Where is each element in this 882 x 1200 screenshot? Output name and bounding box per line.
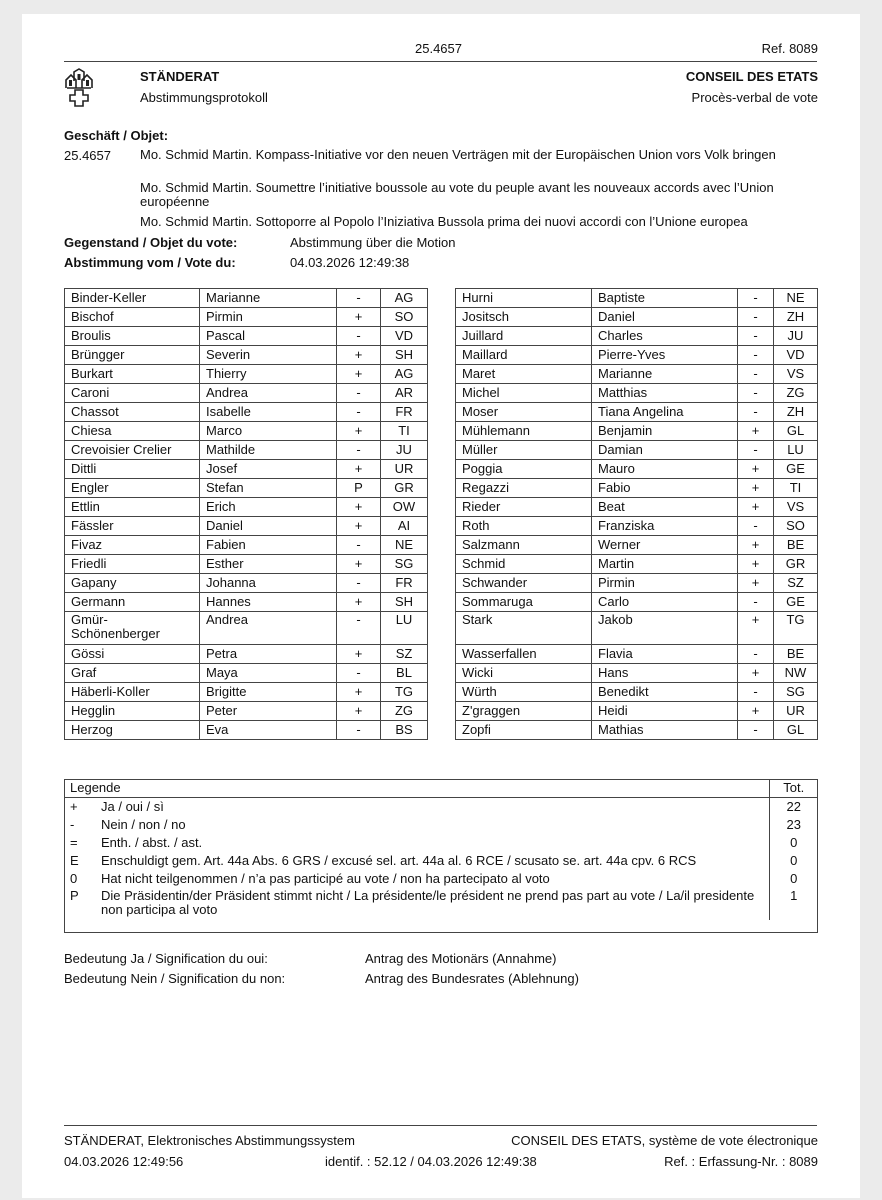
vote-row: [456, 422, 818, 441]
vote-row: [65, 664, 428, 683]
vote-row: [65, 365, 428, 384]
member-last-name: Gapany: [65, 574, 200, 593]
footer-right-title: CONSEIL DES ETATS, système de vote électronique: [511, 1133, 818, 1148]
member-first-name: Werner: [592, 536, 738, 555]
member-canton: GE: [774, 593, 818, 612]
legend-text: Hat nicht teilgenommen / n’a pas participé au vote / non ha partecipato al voto: [101, 871, 550, 886]
member-last-name: Stark: [456, 612, 592, 645]
member-canton: SZ: [381, 645, 428, 664]
subject-title-fr: Mo. Schmid Martin. Soumettre l’initiative boussole au vote du peuple avant les nouveaux accords avec l’Union européenne: [140, 180, 774, 209]
member-last-name: Binder-Keller: [65, 289, 200, 308]
member-last-name: Broulis: [65, 327, 200, 346]
member-first-name: Tiana Angelina: [592, 403, 738, 422]
votes-table-right: [455, 288, 818, 740]
member-last-name: Poggia: [456, 460, 592, 479]
member-last-name: Chiesa: [65, 422, 200, 441]
vote-row: [456, 702, 818, 721]
member-last-name: Regazzi: [456, 479, 592, 498]
member-canton: GL: [774, 721, 818, 740]
member-last-name: Gmür-Schönenberger: [65, 612, 200, 645]
vote-row: [65, 702, 428, 721]
meaning-yes-value: Antrag des Motionärs (Annahme): [365, 951, 557, 966]
member-last-name: Maret: [456, 365, 592, 384]
member-last-name: Jositsch: [456, 308, 592, 327]
member-vote: +: [738, 498, 774, 517]
member-vote: -: [738, 645, 774, 664]
member-last-name: Brüngger: [65, 346, 200, 365]
member-first-name: Pirmin: [200, 308, 337, 327]
member-vote: -: [738, 365, 774, 384]
member-vote: +: [738, 702, 774, 721]
member-first-name: Mauro: [592, 460, 738, 479]
member-first-name: Flavia: [592, 645, 738, 664]
member-canton: BE: [774, 536, 818, 555]
vote-row: [65, 721, 428, 740]
member-vote: -: [337, 441, 381, 460]
member-last-name: Mühlemann: [456, 422, 592, 441]
member-last-name: Ettlin: [65, 498, 200, 517]
member-canton: TI: [774, 479, 818, 498]
meaning-yes-label: Bedeutung Ja / Signification du oui:: [64, 951, 268, 966]
legend-text: Ja / oui / sì: [101, 799, 164, 814]
legend-row: [64, 888, 818, 920]
member-canton: LU: [381, 612, 428, 645]
member-vote: -: [738, 346, 774, 365]
member-last-name: Z'graggen: [456, 702, 592, 721]
vote-row: [456, 612, 818, 645]
vote-row: [456, 479, 818, 498]
member-canton: ZH: [774, 403, 818, 422]
member-last-name: Chassot: [65, 403, 200, 422]
footer-ref: Ref. : Erfassung-Nr. : 8089: [664, 1154, 818, 1169]
member-vote: -: [738, 517, 774, 536]
vote-row: [456, 517, 818, 536]
legend-total: 22: [769, 798, 818, 817]
vote-row: [65, 555, 428, 574]
member-canton: OW: [381, 498, 428, 517]
subject-title-it: Mo. Schmid Martin. Sottoporre al Popolo l’Iniziativa Bussola prima dei nuovi accordi con l’Unione europea: [140, 214, 748, 229]
member-first-name: Marianne: [200, 289, 337, 308]
member-first-name: Daniel: [592, 308, 738, 327]
vote-row: [456, 403, 818, 422]
member-first-name: Mathilde: [200, 441, 337, 460]
member-last-name: Hegglin: [65, 702, 200, 721]
member-first-name: Esther: [200, 555, 337, 574]
member-vote: +: [337, 683, 381, 702]
org-name-de: STÄNDERAT: [140, 69, 220, 84]
member-first-name: Andrea: [200, 384, 337, 403]
member-vote: -: [738, 721, 774, 740]
member-first-name: Marco: [200, 422, 337, 441]
member-vote: -: [337, 536, 381, 555]
meaning-no-value: Antrag des Bundesrates (Ablehnung): [365, 971, 579, 986]
member-vote: -: [337, 403, 381, 422]
member-canton: JU: [774, 327, 818, 346]
vote-row: [65, 645, 428, 664]
member-first-name: Hannes: [200, 593, 337, 612]
member-canton: GL: [774, 422, 818, 441]
member-vote: +: [337, 645, 381, 664]
header-rule: [64, 61, 817, 62]
header-ref: Ref. 8089: [761, 41, 818, 56]
member-canton: VD: [381, 327, 428, 346]
footer-timestamp: 04.03.2026 12:49:56: [64, 1154, 184, 1169]
member-canton: TG: [381, 683, 428, 702]
member-canton: SG: [381, 555, 428, 574]
member-last-name: Hurni: [456, 289, 592, 308]
vote-row: [65, 403, 428, 422]
legend-table: [64, 779, 818, 920]
legend-symbol: E: [70, 853, 79, 868]
member-canton: ZG: [774, 384, 818, 403]
member-vote: +: [738, 574, 774, 593]
member-last-name: Caroni: [65, 384, 200, 403]
vote-row: [456, 308, 818, 327]
vote-row: [65, 384, 428, 403]
member-first-name: Heidi: [592, 702, 738, 721]
header-number: 25.4657: [415, 41, 462, 56]
member-last-name: Juillard: [456, 327, 592, 346]
member-canton: FR: [381, 403, 428, 422]
member-vote: +: [337, 517, 381, 536]
vote-date-label: Abstimmung vom / Vote du:: [64, 255, 236, 270]
vote-row: [65, 327, 428, 346]
member-vote: +: [738, 422, 774, 441]
member-vote: +: [337, 460, 381, 479]
vote-row: [456, 555, 818, 574]
member-first-name: Martin: [592, 555, 738, 574]
legend-row: [64, 852, 818, 870]
vote-row: [456, 593, 818, 612]
member-canton: JU: [381, 441, 428, 460]
member-canton: VS: [774, 365, 818, 384]
vote-row: [456, 721, 818, 740]
member-first-name: Franziska: [592, 517, 738, 536]
vote-row: [65, 308, 428, 327]
member-vote: +: [337, 365, 381, 384]
member-canton: GR: [381, 479, 428, 498]
member-first-name: Fabio: [592, 479, 738, 498]
member-vote: -: [337, 327, 381, 346]
vote-row: [456, 460, 818, 479]
vote-row: [456, 289, 818, 308]
member-canton: ZH: [774, 308, 818, 327]
member-last-name: Herzog: [65, 721, 200, 740]
member-vote: -: [738, 384, 774, 403]
member-canton: UR: [774, 702, 818, 721]
vote-row: [65, 441, 428, 460]
member-first-name: Marianne: [592, 365, 738, 384]
member-first-name: Johanna: [200, 574, 337, 593]
member-first-name: Daniel: [200, 517, 337, 536]
member-last-name: Fivaz: [65, 536, 200, 555]
member-canton: AR: [381, 384, 428, 403]
member-last-name: Sommaruga: [456, 593, 592, 612]
legend-symbol: 0: [70, 871, 78, 886]
legend-text: Nein / non / no: [101, 817, 186, 832]
member-vote: -: [738, 683, 774, 702]
legend-header-row: [64, 779, 818, 798]
member-vote: -: [337, 664, 381, 683]
vote-row: [456, 683, 818, 702]
vote-row: [65, 593, 428, 612]
vote-row: [456, 574, 818, 593]
legend-symbol: =: [70, 835, 78, 850]
legend-symbol: -: [70, 817, 75, 832]
vote-row: [456, 327, 818, 346]
member-first-name: Pirmin: [592, 574, 738, 593]
legend-total: 23: [769, 816, 818, 834]
vote-object-label: Gegenstand / Objet du vote:: [64, 235, 238, 250]
doc-type-de: Abstimmungsprotokoll: [140, 90, 268, 105]
legend-symbol: P: [70, 888, 79, 903]
member-canton: BE: [774, 645, 818, 664]
member-vote: +: [337, 422, 381, 441]
member-last-name: Fässler: [65, 517, 200, 536]
legend-text: Enschuldigt gem. Art. 44a Abs. 6 GRS / excusé sel. art. 44a al. 6 RCE / scusato se. art. 44a cpv. 6 RCS: [101, 853, 697, 868]
vote-row: [65, 460, 428, 479]
member-last-name: Schwander: [456, 574, 592, 593]
member-first-name: Isabelle: [200, 403, 337, 422]
member-canton: NE: [381, 536, 428, 555]
legend-row: [64, 816, 818, 834]
legend-symbol: +: [70, 799, 78, 814]
vote-row: [65, 683, 428, 702]
vote-row: [65, 574, 428, 593]
vote-row: [456, 536, 818, 555]
member-first-name: Benjamin: [592, 422, 738, 441]
footer-rule: [64, 1125, 817, 1126]
member-first-name: Beat: [592, 498, 738, 517]
member-vote: +: [337, 702, 381, 721]
vote-row: [456, 441, 818, 460]
member-first-name: Matthias: [592, 384, 738, 403]
member-first-name: Benedikt: [592, 683, 738, 702]
legend-total: 1: [769, 888, 818, 920]
legend-total: 0: [769, 834, 818, 852]
member-canton: ZG: [381, 702, 428, 721]
member-vote: +: [738, 460, 774, 479]
member-vote: -: [738, 289, 774, 308]
member-vote: +: [337, 555, 381, 574]
member-last-name: Häberli-Koller: [65, 683, 200, 702]
member-canton: UR: [381, 460, 428, 479]
member-canton: AI: [381, 517, 428, 536]
member-vote: P: [337, 479, 381, 498]
member-first-name: Eva: [200, 721, 337, 740]
member-canton: BL: [381, 664, 428, 683]
member-last-name: Engler: [65, 479, 200, 498]
vote-row: [65, 479, 428, 498]
member-last-name: Bischof: [65, 308, 200, 327]
member-last-name: Burkart: [65, 365, 200, 384]
member-first-name: Brigitte: [200, 683, 337, 702]
member-vote: +: [337, 593, 381, 612]
member-vote: +: [738, 612, 774, 645]
vote-row: [65, 536, 428, 555]
vote-row: [456, 384, 818, 403]
member-first-name: Pascal: [200, 327, 337, 346]
member-first-name: Thierry: [200, 365, 337, 384]
legend-row: [64, 834, 818, 852]
member-canton: VS: [774, 498, 818, 517]
org-name-fr: CONSEIL DES ETATS: [685, 69, 818, 84]
legend-total-label: Tot.: [769, 779, 818, 798]
vote-row: [65, 612, 428, 645]
member-first-name: Charles: [592, 327, 738, 346]
member-last-name: Rieder: [456, 498, 592, 517]
member-vote: +: [738, 536, 774, 555]
member-vote: +: [337, 308, 381, 327]
member-vote: -: [738, 593, 774, 612]
footer-left-title: STÄNDERAT, Elektronisches Abstimmungssystem: [64, 1133, 355, 1148]
subject-label: Geschäft / Objet:: [64, 128, 169, 143]
member-canton: SH: [381, 346, 428, 365]
member-vote: -: [337, 612, 381, 645]
member-vote: +: [337, 346, 381, 365]
protocol-page: [22, 14, 860, 1198]
member-last-name: Wicki: [456, 664, 592, 683]
member-vote: -: [337, 289, 381, 308]
member-first-name: Andrea: [200, 612, 337, 645]
member-first-name: Mathias: [592, 721, 738, 740]
member-last-name: Roth: [456, 517, 592, 536]
member-first-name: Pierre-Yves: [592, 346, 738, 365]
member-canton: SG: [774, 683, 818, 702]
member-last-name: Germann: [65, 593, 200, 612]
member-last-name: Gössi: [65, 645, 200, 664]
member-canton: FR: [381, 574, 428, 593]
vote-row: [456, 346, 818, 365]
member-last-name: Friedli: [65, 555, 200, 574]
member-first-name: Hans: [592, 664, 738, 683]
member-canton: NW: [774, 664, 818, 683]
meaning-no-label: Bedeutung Nein / Signification du non:: [64, 971, 286, 986]
vote-row: [65, 422, 428, 441]
legend-total: 0: [769, 870, 818, 888]
member-first-name: Erich: [200, 498, 337, 517]
member-last-name: Müller: [456, 441, 592, 460]
legend-row: [64, 870, 818, 888]
member-last-name: Würth: [456, 683, 592, 702]
member-last-name: Wasserfallen: [456, 645, 592, 664]
member-vote: +: [738, 555, 774, 574]
member-first-name: Jakob: [592, 612, 738, 645]
vote-object-value: Abstimmung über die Motion: [290, 235, 456, 250]
member-canton: AG: [381, 289, 428, 308]
votes-table-left: [64, 288, 428, 740]
member-canton: SO: [381, 308, 428, 327]
subject-title-de: Mo. Schmid Martin. Kompass-Initiative vor den neuen Verträgen mit der Europäischen Union vors Volk bringen: [140, 147, 776, 162]
member-first-name: Fabien: [200, 536, 337, 555]
member-last-name: Graf: [65, 664, 200, 683]
vote-row: [65, 498, 428, 517]
member-canton: AG: [381, 365, 428, 384]
member-vote: -: [738, 403, 774, 422]
member-vote: -: [738, 308, 774, 327]
member-vote: -: [337, 721, 381, 740]
member-last-name: Michel: [456, 384, 592, 403]
member-first-name: Petra: [200, 645, 337, 664]
vote-row: [65, 517, 428, 536]
member-canton: VD: [774, 346, 818, 365]
member-vote: +: [738, 479, 774, 498]
member-vote: -: [738, 441, 774, 460]
vote-row: [65, 289, 428, 308]
doc-type-fr: Procès-verbal de vote: [691, 90, 818, 105]
vote-row: [456, 498, 818, 517]
parliament-logo-icon: [63, 68, 95, 108]
footer-ident: identif. : 52.12 / 04.03.2026 12:49:38: [325, 1154, 537, 1169]
member-last-name: Schmid: [456, 555, 592, 574]
member-vote: +: [337, 498, 381, 517]
subject-number: 25.4657: [64, 148, 111, 163]
legend-total: 0: [769, 852, 818, 870]
legend-text: Enth. / abst. / ast.: [101, 835, 203, 850]
vote-row: [456, 365, 818, 384]
member-last-name: Salzmann: [456, 536, 592, 555]
member-last-name: Dittli: [65, 460, 200, 479]
member-first-name: Carlo: [592, 593, 738, 612]
member-canton: SH: [381, 593, 428, 612]
member-first-name: Stefan: [200, 479, 337, 498]
member-vote: -: [337, 574, 381, 593]
member-last-name: Crevoisier Crelier: [65, 441, 200, 460]
member-canton: TG: [774, 612, 818, 645]
member-canton: GR: [774, 555, 818, 574]
legend-title: Legende: [64, 779, 769, 798]
member-first-name: Maya: [200, 664, 337, 683]
member-last-name: Maillard: [456, 346, 592, 365]
vote-row: [456, 664, 818, 683]
vote-date-value: 04.03.2026 12:49:38: [290, 255, 410, 270]
member-canton: GE: [774, 460, 818, 479]
member-last-name: Zopfi: [456, 721, 592, 740]
member-first-name: Severin: [200, 346, 337, 365]
member-vote: -: [738, 327, 774, 346]
member-first-name: Josef: [200, 460, 337, 479]
legend-text: Die Präsidentin/der Präsident stimmt nicht / La présidente/le président ne prend pas part au vote / La/il presidente non participa al voto: [101, 888, 755, 917]
member-vote: +: [738, 664, 774, 683]
member-first-name: Damian: [592, 441, 738, 460]
member-canton: SZ: [774, 574, 818, 593]
member-first-name: Baptiste: [592, 289, 738, 308]
member-canton: TI: [381, 422, 428, 441]
member-first-name: Peter: [200, 702, 337, 721]
vote-row: [456, 645, 818, 664]
member-canton: SO: [774, 517, 818, 536]
member-vote: -: [337, 384, 381, 403]
member-last-name: Moser: [456, 403, 592, 422]
member-canton: BS: [381, 721, 428, 740]
member-canton: NE: [774, 289, 818, 308]
member-canton: LU: [774, 441, 818, 460]
legend-row: [64, 798, 818, 817]
vote-row: [65, 346, 428, 365]
